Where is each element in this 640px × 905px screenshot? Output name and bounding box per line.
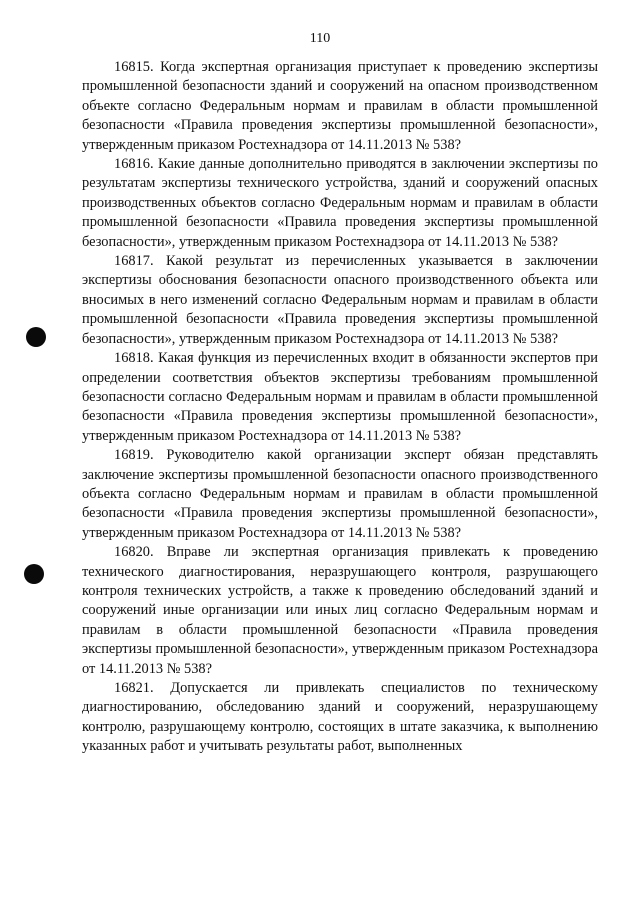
punch-hole-mark xyxy=(26,327,46,347)
question-16820: 16820. Вправе ли экспертная организация привлекать к проведению технического диагностирования, неразрушающего контроля, разрушающего контроля технических устройств, а также к проведению обследований зданий и сооружений иные организации или иных лиц согласно Федеральным нормам и правилам в области промышленной безопасности «Правила проведения экспертизы промышленной безопасности», утвержденным приказом Ростехнадзора от 14.11.2013 № 538? xyxy=(82,544,598,677)
document-body xyxy=(82,58,598,757)
question-16818: 16818. Какая функция из перечисленных входит в обязанности экспертов при определении соответствия объектов экспертизы требованиям промышленной безопасности согласно Федеральным нормам и правилам в области промышленной безопасности «Правила проведения экспертизы промышленной безопасности», утвержденным приказом Ростехнадзора от 14.11.2013 № 538? xyxy=(82,350,598,444)
question-16821: 16821. Допускается ли привлекать специалистов по техническому диагностированию, обследованию зданий и сооружений, неразрушающему контролю, разрушающему контролю, состоящих в штате заказчика, к выполнению указанных работ и учитывать результаты работ, выполненных xyxy=(82,680,598,755)
question-16816: 16816. Какие данные дополнительно приводятся в заключении экспертизы по результатам экспертизы технического устройства, зданий и сооружений опасных производственных объектов согласно Федеральным нормам и правилам в области промышленной безопасности «Правила проведения экспертизы промышленной безопасности», утвержденным приказом Ростехнадзора от 14.11.2013 № 538? xyxy=(82,156,598,250)
question-16817: 16817. Какой результат из перечисленных указывается в заключении экспертизы обоснования безопасности опасного производственного объекта или вносимых в него изменений согласно Федеральным нормам и правилам в области промышленной безопасности «Правила проведения экспертизы промышленной безопасности», утвержденным приказом Ростехнадзора от 14.11.2013 № 538? xyxy=(82,253,598,347)
page-number: 110 xyxy=(309,31,331,46)
question-16815: 16815. Когда экспертная организация приступает к проведению экспертизы промышленной безопасности зданий и сооружений на опасном производственном объекте согласно Федеральным нормам и правилам в области промышленной безопасности «Правила проведения экспертизы промышленной безопасности», утвержденным приказом Ростехнадзора от 14.11.2013 № 538? xyxy=(82,59,598,153)
punch-hole-mark xyxy=(24,564,44,584)
question-16819: 16819. Руководителю какой организации эксперт обязан представлять заключение экспертизы промышленной безопасности опасного производственного объекта согласно Федеральным нормам и правилам в области промышленной безопасности «Правила проведения экспертизы промышленной безопасности», утвержденным приказом Ростехнадзора от 14.11.2013 № 538? xyxy=(82,447,598,541)
